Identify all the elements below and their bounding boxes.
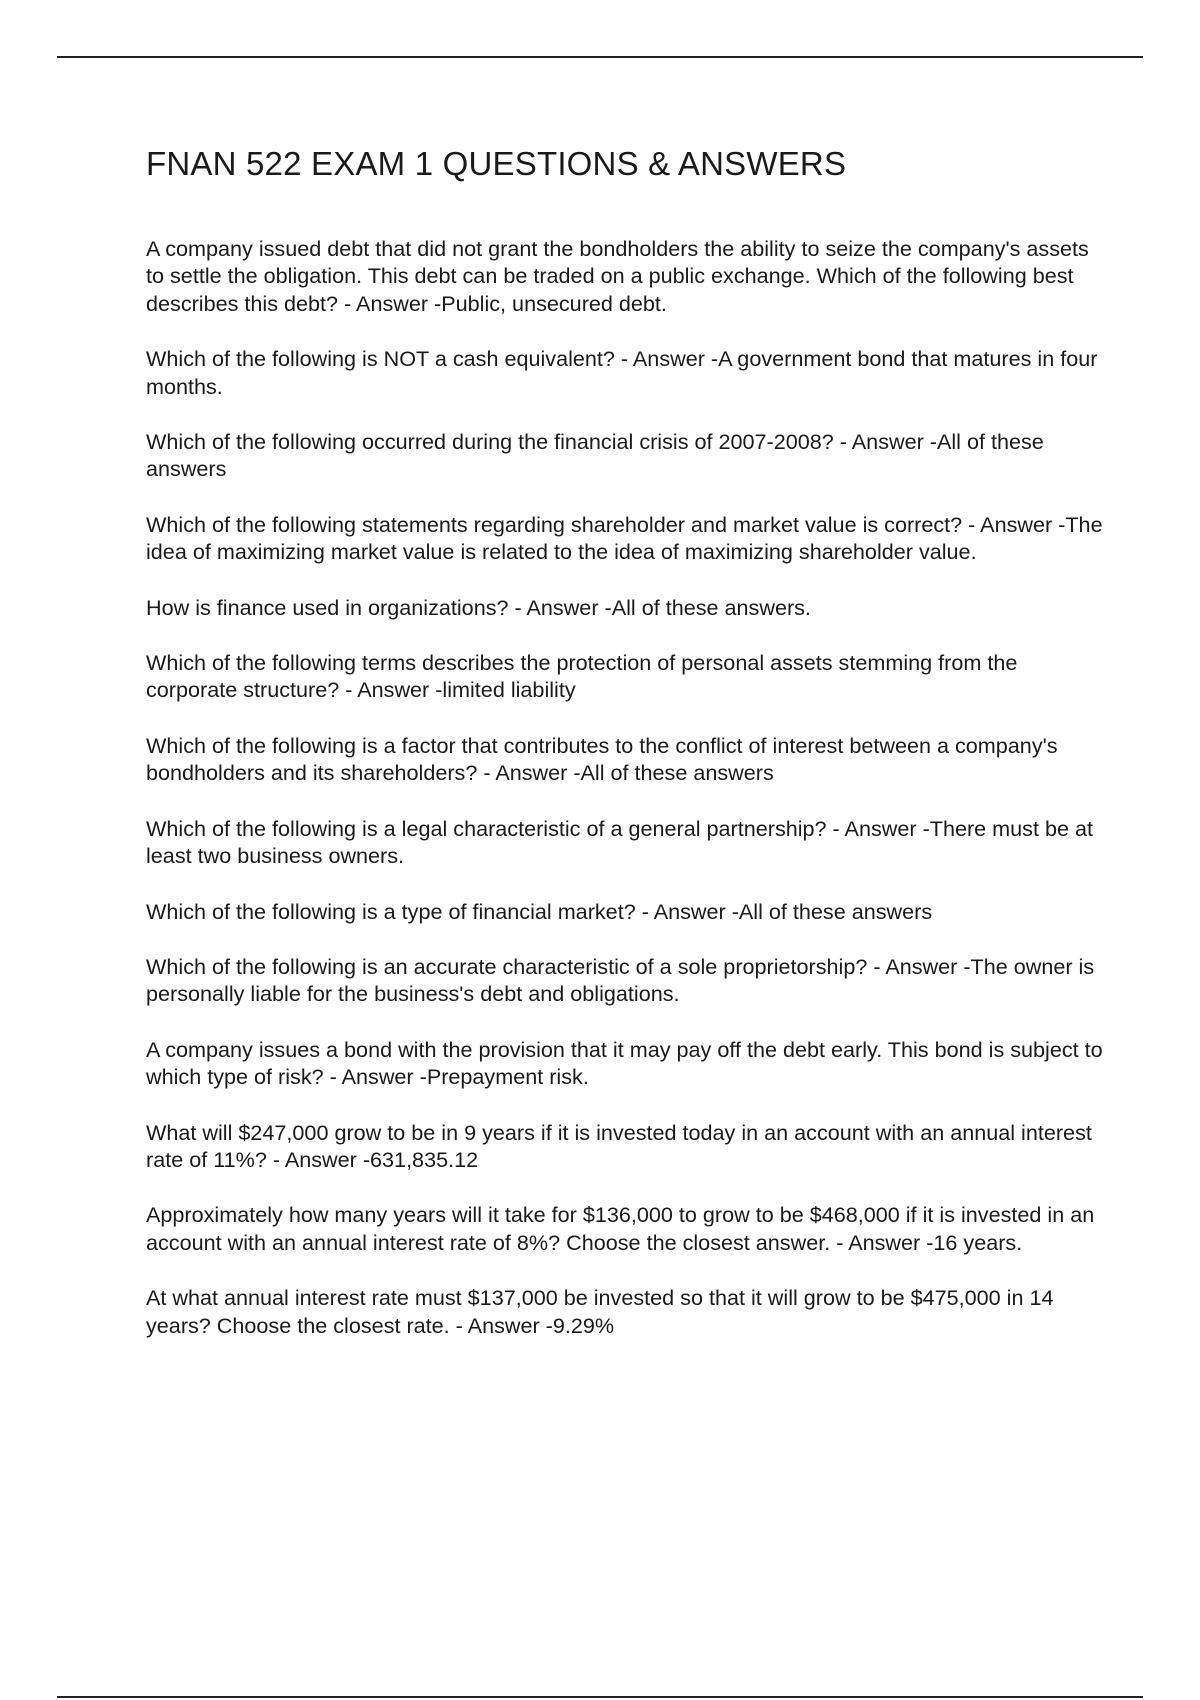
qa-item: Which of the following statements regarding shareholder and market value is correct? - Answer -The idea of maximizing market value is related to the idea of maximizing shareholder value. xyxy=(146,511,1103,565)
qa-item: Which of the following is a factor that contributes to the conflict of interest between a company's bondholders and its shareholders? - Answer -All of these answers xyxy=(146,732,1058,786)
qa-item: Which of the following occurred during the financial crisis of 2007-2008? - Answer -All of these answers xyxy=(146,429,1044,482)
qa-item: Which of the following is a type of financial market? - Answer -All of these answers xyxy=(146,898,933,924)
qa-item: A company issued debt that did not grant the bondholders the ability to seize the company's assets to settle the obligation. This debt can be traded on a public exchange. Which of the following best describes this debt? - Answer -Public, unsecured debt. xyxy=(146,236,1089,316)
qa-list xyxy=(146,235,1106,1339)
qa-item: Approximately how many years will it take for $136,000 to grow to be $468,000 if it is invested in an account with an annual interest rate of 8%? Choose the closest answer. - Answer -16 years. xyxy=(146,1202,1095,1255)
document-body xyxy=(146,140,1106,1367)
document-title: FNAN 522 EXAM 1 QUESTIONS & ANSWERS xyxy=(146,145,847,182)
top-rule xyxy=(57,56,1143,58)
qa-item: At what annual interest rate must $137,000 be invested so that it will grow to be $475,000 in 14 years? Choose the closest rate. - Answer -9.29% xyxy=(146,1285,1054,1338)
qa-item: How is finance used in organizations? - Answer -All of these answers. xyxy=(146,594,811,620)
qa-item: Which of the following is NOT a cash equivalent? - Answer -A government bond that matures in four months. xyxy=(146,346,1098,399)
qa-item: Which of the following is an accurate characteristic of a sole proprietorship? - Answer -The owner is personally liable for the business's debt and obligations. xyxy=(146,953,1095,1007)
bottom-rule xyxy=(57,1696,1143,1698)
qa-item: What will $247,000 grow to be in 9 years if it is invested today in an account with an annual interest rate of 11%? - Answer -631,835.12 xyxy=(146,1119,1092,1172)
qa-item: Which of the following is a legal characteristic of a general partnership? - Answer -There must be at least two business owners. xyxy=(146,815,1093,869)
qa-item: Which of the following terms describes the protection of personal assets stemming from the corporate structure? - Answer -limited liability xyxy=(146,650,1018,703)
qa-item: A company issues a bond with the provision that it may pay off the debt early. This bond is subject to which type of risk? - Answer -Prepayment risk. xyxy=(146,1036,1103,1090)
